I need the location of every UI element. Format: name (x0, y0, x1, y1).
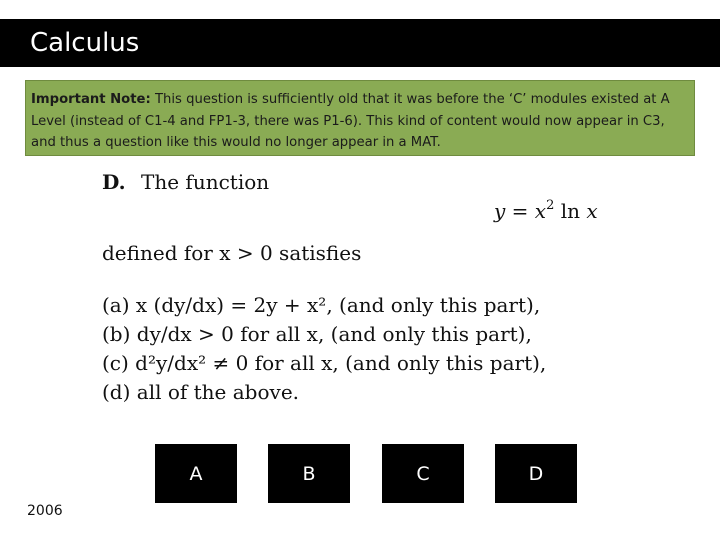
question-label: D. (102, 170, 126, 194)
equation-equals: = (505, 199, 535, 223)
answer-button-a[interactable]: A (155, 444, 237, 503)
question-intro: The function (141, 170, 270, 194)
title-bar (0, 19, 720, 67)
important-note (25, 80, 695, 156)
option-d: (d) all of the above. (102, 380, 300, 404)
slide-title: Calculus (30, 28, 140, 58)
note-text: This question is sufficiently old that it was before the ‘C’ modules existed at A Level (instead of C1-4 and FP1-3, there was P1-6). This kind of content would now appear in C3, and thus a question like this would no longer appear in a MAT. (31, 92, 670, 150)
option-b: (b) dy/dx > 0 for all x, (and only this part), (102, 322, 532, 346)
year-label: 2006 (27, 503, 63, 519)
equation-function: ln (554, 199, 587, 223)
option-a: (a) x (dy/dx) = 2y + x², (and only this part), (102, 293, 541, 317)
equation-exponent: 2 (546, 198, 555, 213)
equation-var: x (534, 199, 547, 223)
equation-lhs: y (494, 199, 506, 223)
answer-button-d[interactable]: D (495, 444, 577, 503)
answer-button-b[interactable]: B (268, 444, 350, 503)
answer-button-c[interactable]: C (382, 444, 464, 503)
option-c: (c) d²y/dx² ≠ 0 for all x, (and only this part), (102, 351, 547, 375)
note-label: Important Note: (31, 92, 151, 107)
equation (494, 198, 598, 223)
domain-statement: defined for x > 0 satisfies (102, 241, 362, 265)
equation-arg: x (586, 199, 598, 223)
